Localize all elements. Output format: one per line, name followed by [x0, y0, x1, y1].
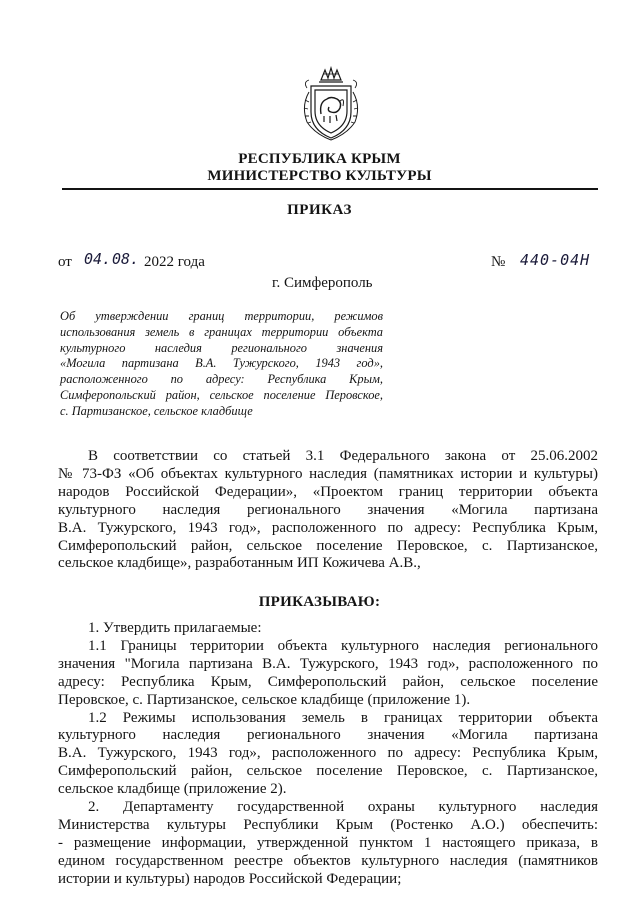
republic-title: РЕСПУБЛИКА КРЫМ — [238, 151, 401, 167]
item-line: адресу: Республика Крым, Симферопольский район, сельское поселение — [58, 673, 598, 690]
item-line: Перовское, с. Партизанское, сельское кладбище (приложение 1). — [58, 691, 471, 708]
item-line: 2. Департаменту государственной охраны культурного наследия — [88, 799, 598, 816]
order-heading: ПРИКАЗЫВАЮ: — [258, 594, 381, 610]
handwritten-date-month: 08. — [112, 250, 140, 268]
order-subject — [60, 309, 383, 420]
subject-line: с. Партизанское, сельское кладбище — [60, 403, 253, 418]
item-line: сельское кладбище (приложение 2). — [58, 781, 287, 798]
preamble-paragraph — [58, 448, 598, 573]
ministry-title: МИНИСТЕРСТВО КУЛЬТУРЫ — [207, 168, 432, 184]
preamble-line: сельское кладбище», разработанным ИП Кожичева А.В., — [58, 555, 421, 572]
handwritten-order-number: 440-04Н — [520, 251, 591, 269]
handwritten-date-day: 04. — [84, 250, 112, 268]
date-prefix: от — [58, 254, 72, 270]
preamble-line: народов Российской Федерации», «Проектом границ территории объекта — [58, 483, 598, 500]
subject-line: Об утверждении границ территории, режимов — [60, 309, 383, 323]
item-line: едином государственном реестре объектов культурного наследия (памятников — [58, 852, 598, 869]
number-label: № — [491, 254, 506, 270]
preamble-line: Симферопольский район, сельское поселение Перовское, с. Партизанское, — [58, 537, 598, 554]
crimea-coat-of-arms-icon — [297, 66, 365, 142]
item-line: Министерства культуры Республики Крым (Ростенко А.О.) обеспечить: — [58, 816, 598, 833]
item-line: истории и культуры) народов Российской Федерации; — [58, 870, 402, 887]
document-type: ПРИКАЗ — [287, 202, 352, 218]
item-line: В.А. Тужурского, 1943 год», расположенного по адресу: Республика Крым, — [58, 745, 598, 762]
item-line: 1.1 Границы территории объекта культурного наследия регионального — [88, 637, 598, 654]
item-line: Симферопольский район, сельское поселение Перовское, с. Партизанское, — [58, 763, 598, 780]
item-line: - размещение информации, утвержденной пунктом 1 настоящего приказа, в — [58, 834, 598, 851]
subject-line: «Могила партизана В.А. Тужурского, 1943 год», — [60, 356, 383, 371]
preamble-line: В.А. Тужурского, 1943 год», расположенного по адресу: Республика Крым, — [58, 519, 598, 536]
item-line: 1.2 Режимы использования земель в границах территории объекта — [88, 709, 598, 726]
item-line: культурного наследия регионального значения «Могила партизана — [58, 727, 598, 744]
subject-line: культурного наследия регионального значения — [60, 340, 383, 355]
preamble-line: В соответствии со статьей 3.1 Федерального закона от 25.06.2002 — [88, 448, 598, 464]
city-name: г. Симферополь — [272, 275, 373, 291]
item-line: значения "Могила партизана В.А. Тужурского, 1943 год», расположенного по — [58, 655, 598, 672]
subject-line: использования земель в границах территории объекта — [60, 324, 383, 339]
preamble-line: культурного наследия регионального значения «Могила партизана — [58, 501, 598, 518]
header-divider — [62, 188, 598, 190]
preamble-line: № 73-ФЗ «Об объектах культурного наследия (памятниках истории и культуры) — [58, 465, 598, 482]
date-year: 2022 года — [144, 254, 205, 270]
subject-line: Симферопольский район, сельское поселение Перовское, — [60, 387, 383, 402]
item-line: 1. Утвердить прилагаемые: — [88, 620, 262, 636]
subject-line: расположенного по адресу: Республика Крым, — [60, 372, 383, 387]
order-items — [58, 620, 598, 889]
